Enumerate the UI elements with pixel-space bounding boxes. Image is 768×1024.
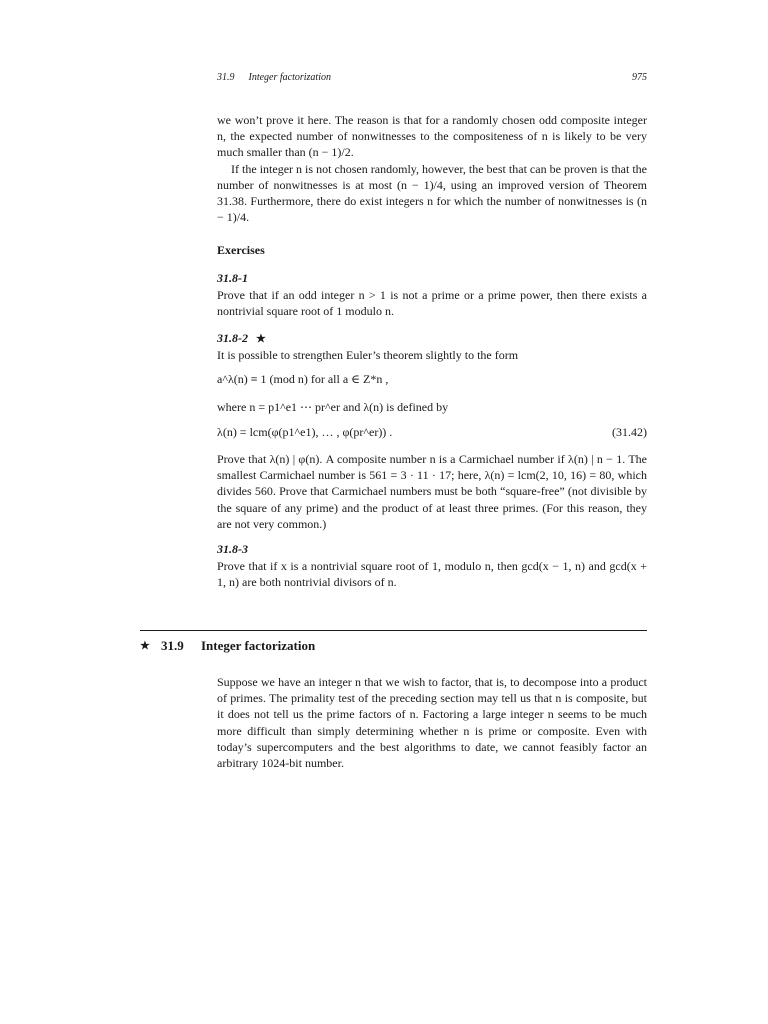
equation-number: (31.42) [612,425,647,439]
section-paragraph: Suppose we have an integer n that we wish to factor, that is, to decompose into a product of primes. The primality test of the preceding section may tell us that n is composite, but it does not tell us the prime factors of n. Factoring a large integer n seems to be much more difficult than simply determining whether n is prime or composite. Even with today’s supercomputers and the best algorithms to date, we cannot feasibly factor an arbitrary 1024-bit number. [217,675,647,771]
paragraph-2: If the integer n is not chosen randomly, however, the best that can be proven is that the number of nonwitnesses is at most (n − 1)/4, using an improved version of Theorem 31.38. Furthermore, there do exist integers n for which the number of nonwitnesses is (n − 1)/4. [217,161,647,225]
exercise-number: 31.8-3 [217,542,248,556]
intro-paragraphs [217,112,647,225]
exercise-text: Prove that λ(n) | φ(n). A composite number n is a Carmichael number if λ(n) | n − 1. The smallest Carmichael number is 561 = 3 · 11 · 17; here, λ(n) = lcm(2, 10, 16) = 80, which divides 560. Prove that Carmichael numbers must be both “square-free” (not divisible by the square of any prime) and the product of at least three primes. (For this reason, they are not very common.) [217,452,647,531]
exercise-intro: It is possible to strengthen Euler’s theorem slightly to the form [217,348,519,362]
exercise-number: 31.8-2 [217,331,248,345]
page-number: 975 [632,72,647,83]
exercises-heading: Exercises [217,243,265,257]
section-rule [140,630,647,631]
equation-euler: a^λ(n) ≡ 1 (mod n) for all a ∈ Z*n , [217,372,389,386]
exercise-text: Prove that if x is a nontrivial square root of 1, modulo n, then gcd(x − 1, n) and gcd(x + 1, n) are both nontrivial divisors of n. [217,559,647,590]
running-head-section: 31.9 [217,72,235,83]
running-head [217,72,647,88]
equation-where: where n = p1^e1 ⋯ pr^er and λ(n) is defined by [217,400,449,414]
exercise-text: Prove that if an odd integer n > 1 is not a prime or a prime power, then there exists a nontrivial square root of 1 modulo n. [217,288,647,319]
star-icon: ★ [140,640,150,652]
star-icon: ★ [256,333,266,345]
paragraph-1: we won’t prove it here. The reason is that for a randomly chosen odd composite integer n, the expected number of nonwitnesses to the compositeness of n is likely to be very much smaller than (n − 1)/2. [217,113,647,160]
section-title: Integer factorization [201,638,316,653]
equation-lambda [217,425,647,440]
running-head-title: Integer factorization [248,72,331,83]
exercise-heading-2 [217,331,266,346]
equation-lambda-body: λ(n) = lcm(φ(p1^e1), … , φ(pr^er)) . [217,425,393,439]
section-number: 31.9 [161,638,184,653]
exercise-number: 31.8-1 [217,271,248,285]
